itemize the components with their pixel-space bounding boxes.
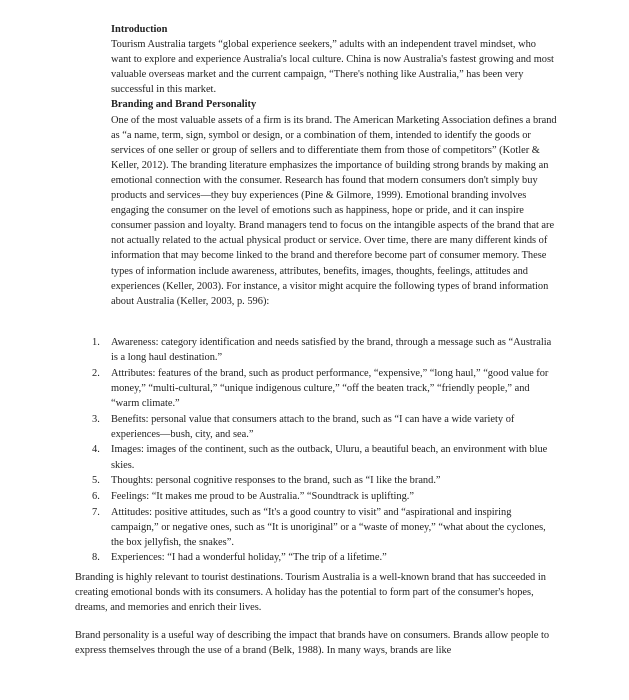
list-item: 8. Experiences: “I had a wonderful holiday,” “The trip of a lifetime.”: [92, 552, 387, 564]
branding-heading: Branding and Brand Personality: [111, 99, 257, 111]
list-item: 6. Feelings: “It makes me proud to be Australia.” “Soundtrack is uplifting.”: [92, 490, 414, 502]
branding-paragraph: One of the most valuable assets of a firm is its brand. The American Marketing Association defines a brand as “a name, term, sign, symbol or design, or a combination of them, intended to identify the goods or services of one seller or group of sellers and to differentiate them from those of competitors” (Kotler & Keller, 2012). The branding literature emphasizes the importance of building strong brands by making an emotional connection with the consumer. Research has found that modern consumers don't simply buy products and services—they buy experiences (Pine & Gilmore, 1999). Emotional branding involves engaging the consumer on the level of emotions such as happiness, hope or pride, and it can inspire consumer passion and loyalty. Brand managers tend to focus on the intangible aspects of the brand that are not actually related to the actual physical product or service. Over time, there are many different kinds of information that may become linked to the brand and therefore become part of consumer memory. These types of information include awareness, attributes, benefits, images, thoughts, feelings, attitudes and experiences (Keller, 2003). For instance, a visitor might acquire the following types of brand information about Australia (Keller, 2003, p. 596):: [111, 114, 557, 307]
list-item: 7. Attitudes: positive attitudes, such as “It's a good country to visit” and “aspirational and inspiring campaign,” or negative ones, such as “It is unoriginal” or a “waste of money,” “what about the cyclones, the box jellyfish, the snakes”.: [92, 506, 546, 548]
introduction-paragraph: Tourism Australia targets “global experience seekers,” adults with an independent travel mindset, who want to explore and experience Australia's local culture. China is now Australia's fastest growing and most valuable overseas market and the current campaign, “There's nothing like Australia,” has been very successful in this market.: [111, 39, 554, 96]
list-item: 5. Thoughts: personal cognitive responses to the brand, such as “I like the brand.”: [92, 475, 441, 487]
list-item: 4. Images: images of the continent, such as the outback, Uluru, a beautiful beach, an environment with blue skies.: [92, 444, 548, 471]
indented-section: [111, 22, 557, 309]
list-item: 3. Benefits: personal value that consumers attach to the brand, such as “I can have a wide variety of experiences—bush, city, and sea.”: [92, 413, 515, 440]
list-item: 2. Attributes: features of the brand, such as product performance, “expensive,” “long haul,” “good value for money,” “multi-cultural,” “unique indigenous culture,” “off the beaten track,” “friendly people,” and “warm climate.”: [92, 367, 549, 409]
brand-personality-paragraph: Brand personality is a useful way of describing the impact that brands have on consumers. Brands allow people to express themselves through the use of a brand (Belk, 1988). In many ways, brands are like: [75, 630, 550, 657]
list-item: 1. Awareness: category identification and needs satisfied by the brand, through a message such as “Australia is a long haul destination.”: [92, 337, 552, 364]
brand-information-list: [84, 335, 559, 566]
introduction-heading: Introduction: [111, 24, 168, 35]
branding-tourism-paragraph: Branding is highly relevant to tourist destinations. Tourism Australia is a well-known brand that has succeeded in creating emotional bonds with its consumers. A holiday has the potential to form part of the consumer's hopes, dreams, and memories and enrich their lives.: [75, 572, 546, 614]
